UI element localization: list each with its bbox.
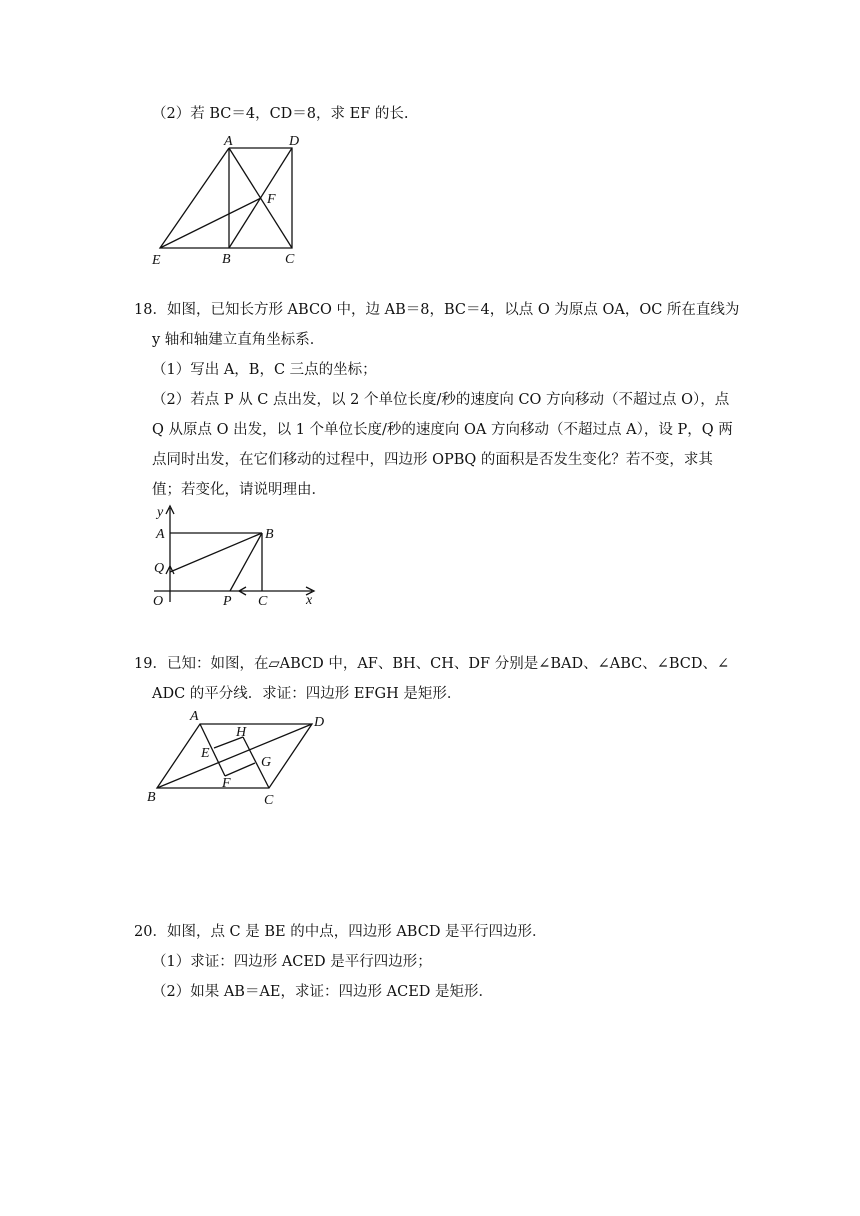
q17-part2: （2）若 BC＝4，CD＝8，求 EF 的长. — [152, 106, 409, 122]
fig18-label-O: O — [153, 594, 164, 609]
q18-part2-line4: 值；若变化，请说明理由． — [152, 482, 326, 498]
fig18-label-B: B — [265, 527, 274, 542]
fig17-label-C: C — [285, 252, 295, 267]
q20-line1: 20．如图，点 C 是 BE 的中点，四边形 ABCD 是平行四边形． — [134, 924, 547, 940]
fig19-label-D: D — [314, 715, 325, 730]
figure-17-diagram — [140, 132, 320, 272]
fig17-label-A: A — [224, 134, 233, 149]
fig18-label-y: y — [157, 505, 164, 520]
fig19-label-G: G — [261, 755, 272, 770]
q18-line1: 18．如图，已知长方形 ABCO 中，边 AB＝8，BC＝4，以点 O 为原点 OA，OC 所在直线为 — [134, 302, 740, 318]
q18-part1: （1）写出 A，B，C 三点的坐标； — [152, 362, 377, 378]
q19-line1: 19．已知：如图，在▱ABCD 中，AF、BH、CH、DF 分别是∠BAD、∠ABC、∠BCD、∠ — [134, 656, 730, 672]
fig19-label-C: C — [264, 793, 274, 808]
fig18-label-Q: Q — [154, 561, 165, 576]
fig17-label-F: F — [267, 192, 276, 207]
figure-18-diagram — [140, 502, 330, 614]
fig17-label-E: E — [152, 253, 161, 268]
q20-part2: （2）如果 AB＝AE，求证：四边形 ACED 是矩形． — [152, 984, 494, 1000]
q19-line2: ADC 的平分线．求证：四边形 EFGH 是矩形． — [152, 686, 462, 702]
fig17-label-B: B — [222, 252, 231, 267]
fig19-label-E: E — [201, 746, 210, 761]
fig19-label-H: H — [236, 725, 247, 740]
q20-part1: （1）求证：四边形 ACED 是平行四边形； — [152, 954, 432, 970]
fig19-label-A: A — [190, 709, 199, 724]
fig18-label-C: C — [258, 594, 268, 609]
fig19-label-B: B — [147, 790, 156, 805]
q18-part2-line1: （2）若点 P 从 C 点出发，以 2 个单位长度/秒的速度向 CO 方向移动（不超过点 O），点 — [152, 392, 730, 408]
q18-part2-line2: Q 从原点 O 出发，以 1 个单位长度/秒的速度向 OA 方向移动（不超过点 A），设 P，Q 两 — [152, 422, 733, 438]
fig18-label-A: A — [156, 527, 165, 542]
q18-line2: y 轴和轴建立直角坐标系． — [152, 332, 325, 348]
fig18-label-x: x — [306, 593, 313, 608]
q18-part2-line3: 点同时出发，在它们移动的过程中，四边形 OPBQ 的面积是否发生变化？若不变，求其 — [152, 452, 713, 468]
fig17-label-D: D — [289, 134, 300, 149]
fig19-label-F: F — [222, 776, 231, 791]
fig18-label-P: P — [223, 594, 232, 609]
figure-19-diagram — [140, 706, 340, 810]
